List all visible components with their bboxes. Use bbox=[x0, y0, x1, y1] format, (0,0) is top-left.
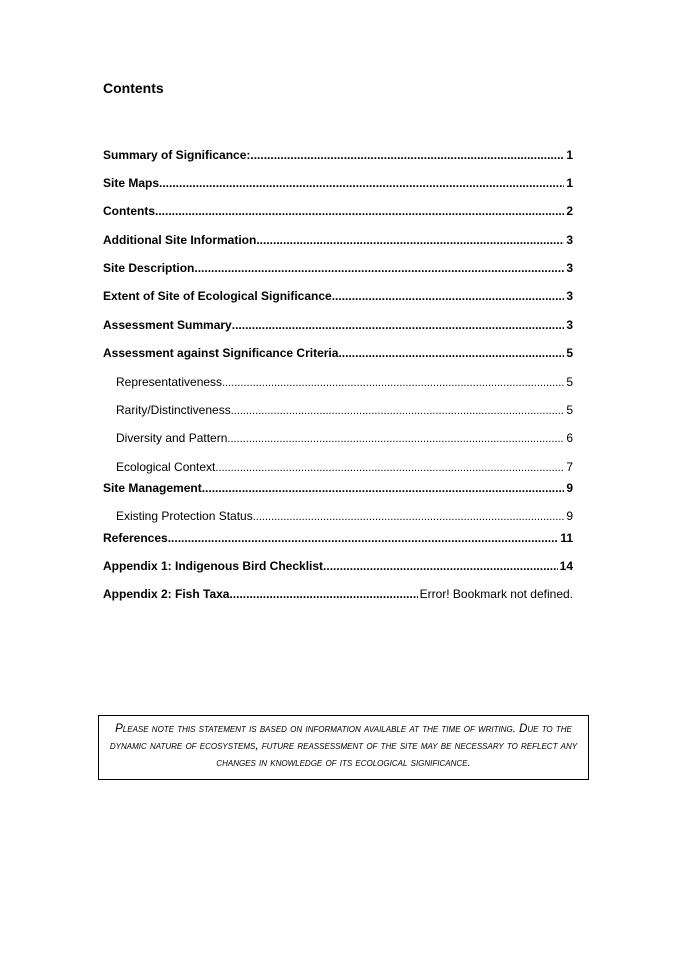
toc-dot-leader bbox=[202, 481, 565, 496]
toc-entry-page: 9 bbox=[566, 509, 573, 523]
toc-dot-leader bbox=[159, 176, 564, 191]
toc-entry-diversity-and-pattern[interactable] bbox=[116, 431, 573, 447]
toc-entry-summary-of-significance[interactable] bbox=[103, 148, 573, 163]
disclaimer-note-box bbox=[98, 715, 589, 780]
toc-dot-leader bbox=[250, 148, 564, 163]
toc-entry-page: 1 bbox=[566, 176, 573, 190]
toc-entry-references[interactable] bbox=[103, 531, 573, 546]
toc-dot-leader bbox=[332, 289, 565, 304]
toc-entry-page: 6 bbox=[566, 431, 573, 445]
toc-entry-title: Additional Site Information bbox=[103, 233, 257, 247]
disclaimer-note-text: Please note this statement is based on information available at the time of writing. Due to the dynamic nature of ecosystems, future reassessment of the site may be necessary to reflect any changes in knowledge of its ecological significance. bbox=[109, 723, 578, 769]
toc-entry-title: Representativeness bbox=[116, 375, 223, 389]
toc-entry-page: 2 bbox=[566, 204, 573, 218]
toc-dot-leader bbox=[168, 531, 559, 546]
toc-entry-page: Error! Bookmark not defined. bbox=[419, 587, 573, 601]
toc-dot-leader bbox=[229, 587, 417, 602]
toc-entry-page: 9 bbox=[566, 481, 573, 495]
toc-entry-title: Contents bbox=[103, 204, 155, 218]
toc-dot-leader bbox=[155, 204, 564, 219]
toc-entry-site-management[interactable] bbox=[103, 481, 573, 496]
toc-entry-site-maps[interactable] bbox=[103, 176, 573, 191]
toc-entry-page: 7 bbox=[566, 460, 573, 474]
toc-entry-appendix-1[interactable] bbox=[103, 559, 573, 574]
toc-entry-additional-site-information[interactable] bbox=[103, 233, 573, 248]
toc-entry-title: Ecological Context bbox=[116, 460, 216, 474]
toc-dot-leader bbox=[227, 431, 564, 447]
toc-entry-assessment-summary[interactable] bbox=[103, 318, 573, 333]
toc-entry-title: Site Description bbox=[103, 261, 195, 275]
toc-entry-title: Site Management bbox=[103, 481, 202, 495]
toc-dot-leader bbox=[338, 346, 564, 361]
toc-entry-existing-protection-status[interactable] bbox=[116, 509, 573, 525]
toc-entry-title: Assessment Summary bbox=[103, 318, 232, 332]
toc-entry-rarity-distinctiveness[interactable] bbox=[116, 403, 573, 419]
toc-entry-page: 3 bbox=[566, 318, 573, 332]
toc-entry-title: Site Maps bbox=[103, 176, 160, 190]
toc-entry-title: Rarity/Distinctiveness bbox=[116, 403, 231, 417]
toc-entry-title: Existing Protection Status bbox=[116, 509, 253, 523]
toc-entry-extent-of-site[interactable] bbox=[103, 289, 573, 304]
toc-entry-page: 11 bbox=[560, 531, 573, 545]
toc-entry-representativeness[interactable] bbox=[116, 375, 573, 391]
toc-entry-assessment-against-criteria[interactable] bbox=[103, 346, 573, 361]
toc-dot-leader bbox=[194, 261, 564, 276]
toc-dot-leader bbox=[215, 460, 564, 476]
toc-dot-leader bbox=[323, 559, 558, 574]
toc-dot-leader bbox=[232, 318, 565, 333]
toc-entry-title: Assessment against Significance Criteria bbox=[103, 346, 339, 360]
toc-entry-page: 1 bbox=[566, 148, 573, 162]
toc-dot-leader bbox=[256, 233, 564, 248]
toc-entry-page: 3 bbox=[566, 233, 573, 247]
toc-entry-site-description[interactable] bbox=[103, 261, 573, 276]
toc-entry-title: Extent of Site of Ecological Significance bbox=[103, 289, 332, 303]
toc-entry-title: References bbox=[103, 531, 168, 545]
toc-entry-page: 5 bbox=[566, 403, 573, 417]
toc-entry-title: Appendix 1: Indigenous Bird Checklist bbox=[103, 559, 324, 573]
toc-entry-appendix-2[interactable] bbox=[103, 587, 573, 602]
toc-entry-ecological-context[interactable] bbox=[116, 460, 573, 476]
toc-dot-leader bbox=[253, 509, 565, 525]
contents-heading: Contents bbox=[103, 80, 164, 96]
toc-entry-title: Diversity and Pattern bbox=[116, 431, 228, 445]
toc-entry-title: Appendix 2: Fish Taxa bbox=[103, 587, 230, 601]
toc-entry-page: 5 bbox=[566, 346, 573, 360]
toc-entry-title: Summary of Significance: bbox=[103, 148, 251, 162]
toc-dot-leader bbox=[231, 403, 565, 419]
toc-entry-contents[interactable] bbox=[103, 204, 573, 219]
toc-entry-page: 3 bbox=[566, 289, 573, 303]
toc-entry-page: 14 bbox=[559, 559, 573, 573]
toc-entry-page: 3 bbox=[566, 261, 573, 275]
toc-entry-page: 5 bbox=[566, 375, 573, 389]
toc-dot-leader bbox=[222, 375, 564, 391]
